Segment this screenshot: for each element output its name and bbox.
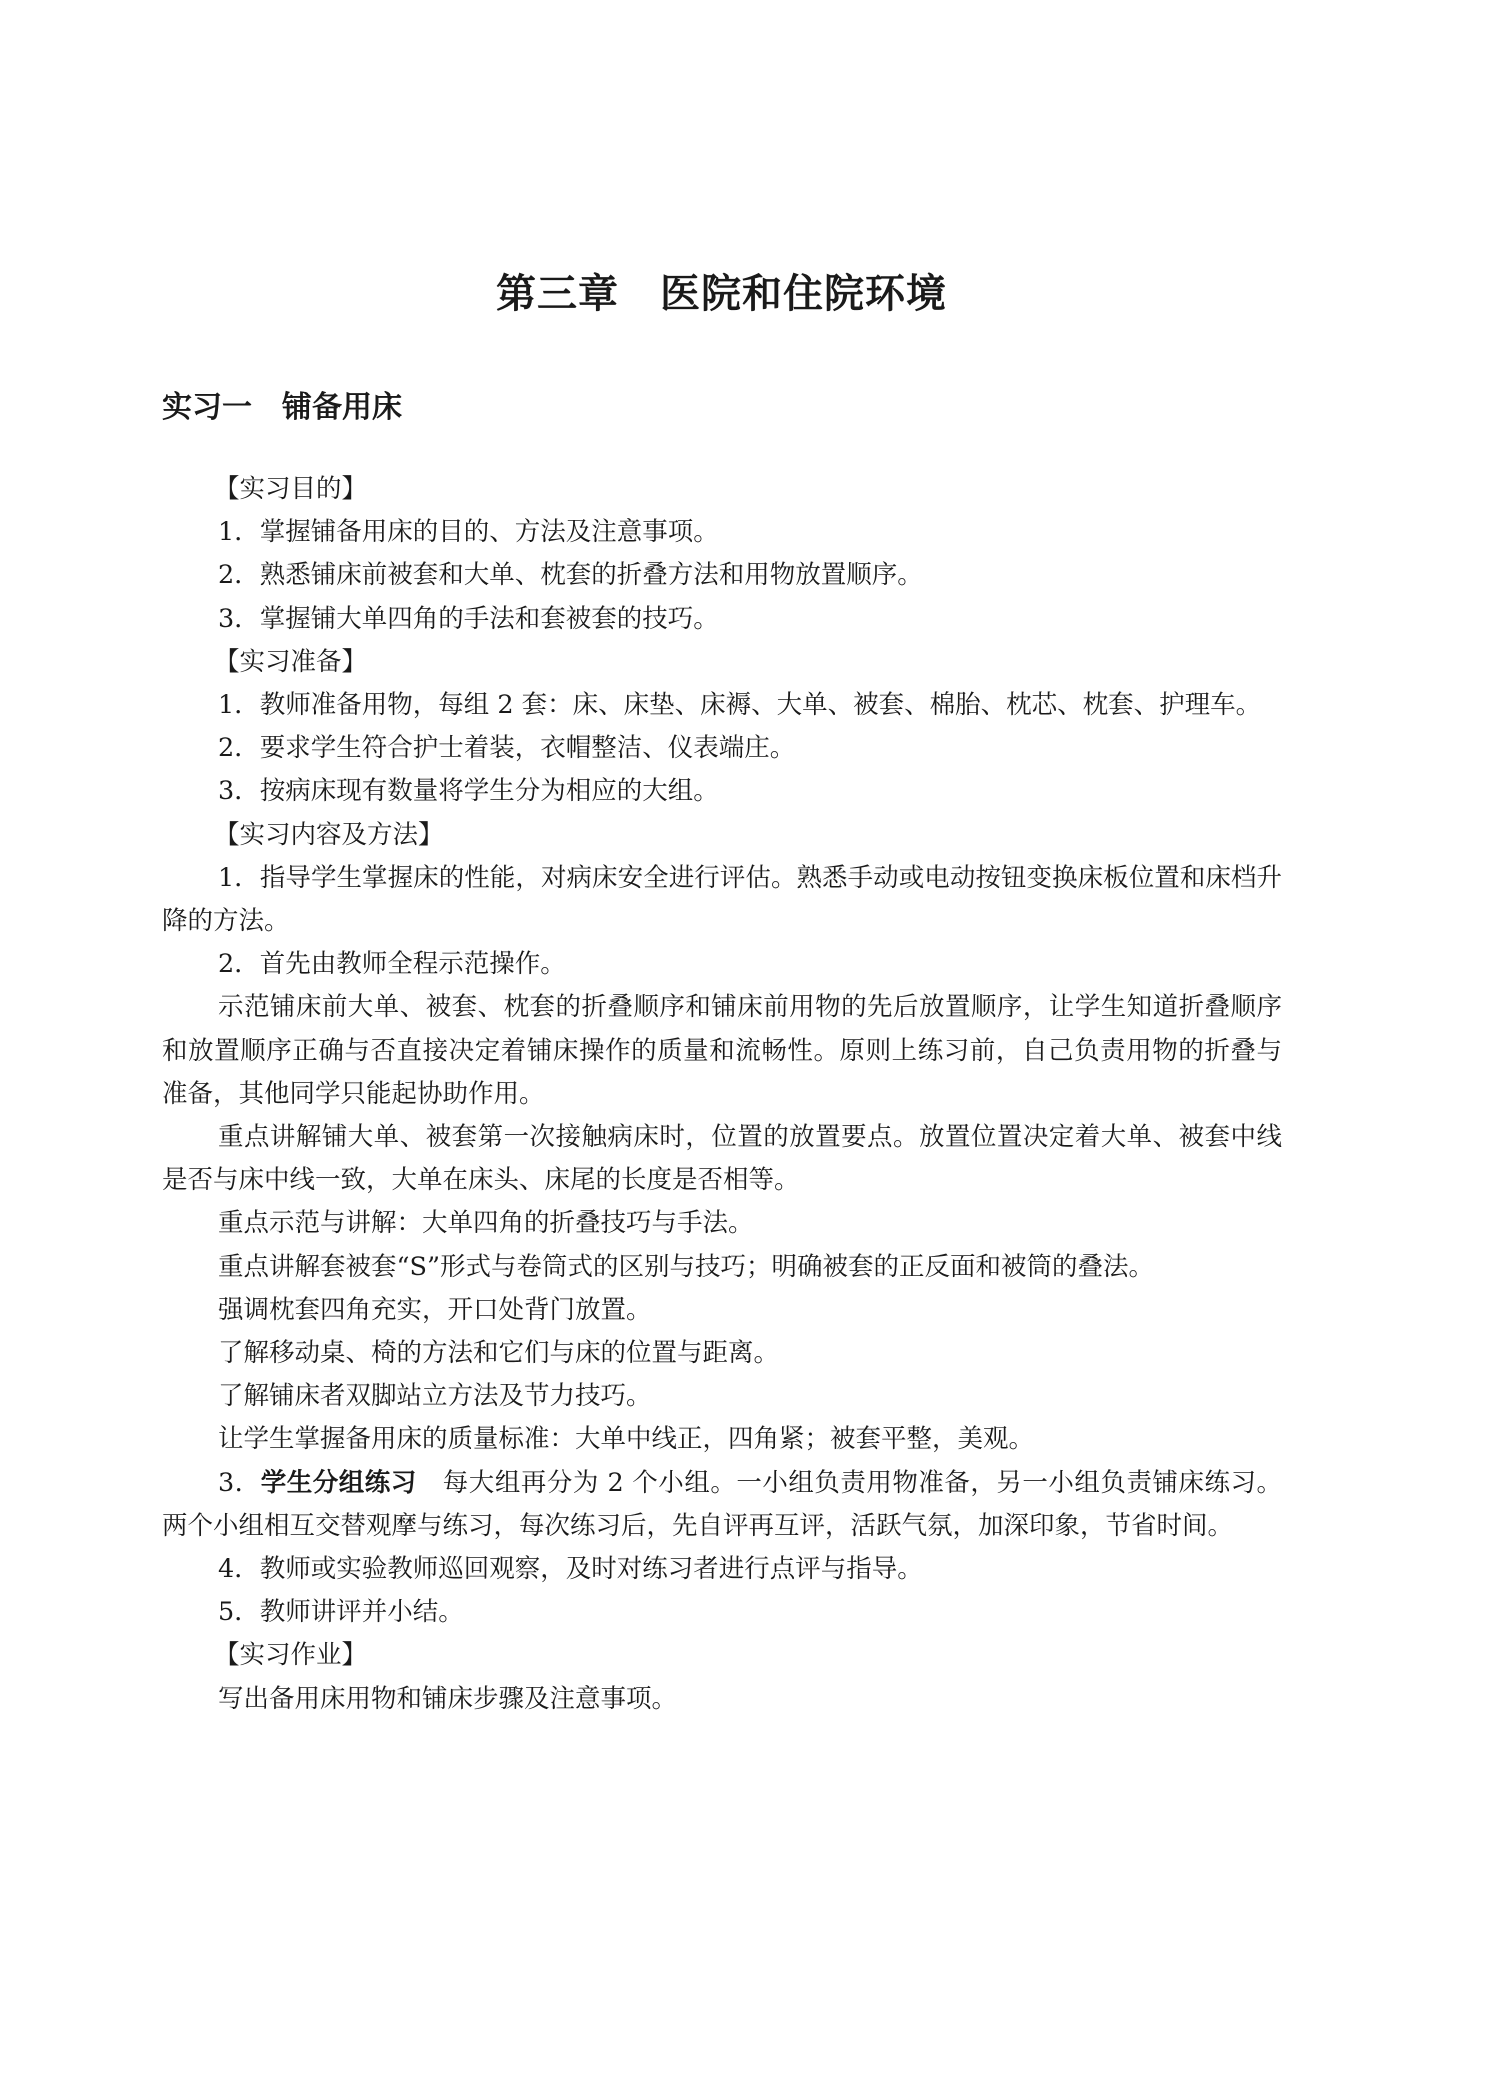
content-item-3-number: 3． (218, 1467, 261, 1498)
objectives-heading: 【实习目的】 (214, 474, 368, 504)
objective-item-1: 1．掌握铺备用床的目的、方法及注意事项。 (218, 517, 719, 548)
preparation-heading: 【实习准备】 (214, 646, 368, 677)
content-heading: 【实习内容及方法】 (214, 819, 444, 850)
content-paragraph-corners: 重点示范与讲解：大单四角的折叠技巧与手法。 (218, 1208, 754, 1239)
chapter-title: 第三章 医院和住院环境 (496, 271, 947, 317)
content-item-3-bold-label: 学生分组练习 (260, 1467, 417, 1498)
content-item-4: 4．教师或实验教师巡回观察，及时对练习者进行点评与指导。 (218, 1554, 923, 1585)
content-item-3 (162, 1462, 1282, 1548)
content-paragraph-demo-order: 示范铺床前大单、被套、枕套的折叠顺序和铺床前用物的先后放置顺序，让学生知道折叠顺序和放置顺序正确与否直接决定着铺床操作的质量和流畅性。原则上练习前，自己负责用物的折叠与准备，其他同学只能起协助作用。 (162, 992, 1282, 1109)
objective-item-2: 2．熟悉铺床前被套和大单、枕套的折叠方法和用物放置顺序。 (218, 560, 923, 591)
content-item-3-text: 每大组再分为 2 个小组。一小组负责用物准备，另一小组负责铺床练习。两个小组相互交替观摩与练习，每次练习后，先自评再互评，活跃气氛，加深印象，节省时间。 (162, 1467, 1282, 1541)
content-paragraph-furniture: 了解移动桌、椅的方法和它们与床的位置与距离。 (218, 1338, 780, 1369)
content-item-2: 2．首先由教师全程示范操作。 (218, 949, 566, 980)
content-paragraph-standard: 让学生掌握备用床的质量标准：大单中线正，四角紧；被套平整，美观。 (218, 1424, 1035, 1455)
section-title: 实习一 铺备用床 (162, 390, 402, 425)
content-item-5: 5．教师讲评并小结。 (218, 1597, 464, 1628)
content-paragraph-pillow: 强调枕套四角充实，开口处背门放置。 (218, 1294, 652, 1325)
homework-heading: 【实习作业】 (214, 1640, 368, 1671)
content-paragraph-duvet: 重点讲解套被套“S”形式与卷筒式的区别与技巧；明确被套的正反面和被筒的叠法。 (218, 1251, 1155, 1282)
content-paragraph-placement: 重点讲解铺大单、被套第一次接触病床时，位置的放置要点。放置位置决定着大单、被套中线是否与床中线一致，大单在床头、床尾的长度是否相等。 (162, 1122, 1282, 1196)
preparation-item-2: 2．要求学生符合护士着装，衣帽整洁、仪表端庄。 (218, 733, 796, 764)
content-item-1: 1．指导学生掌握床的性能，对病床安全进行评估。熟悉手动或电动按钮变换床板位置和床档升降的方法。 (162, 862, 1282, 937)
objective-item-3: 3．掌握铺大单四角的手法和套被套的技巧。 (218, 603, 719, 634)
content-paragraph-stance: 了解铺床者双脚站立方法及节力技巧。 (218, 1381, 652, 1412)
preparation-item-3: 3．按病床现有数量将学生分为相应的大组。 (218, 776, 719, 807)
homework-text: 写出备用床用物和铺床步骤及注意事项。 (218, 1683, 678, 1714)
preparation-item-1: 1．教师准备用物，每组 2 套：床、床垫、床褥、大单、被套、棉胎、枕芯、枕套、护理车。 (218, 690, 1262, 721)
document-body (162, 468, 1282, 1721)
